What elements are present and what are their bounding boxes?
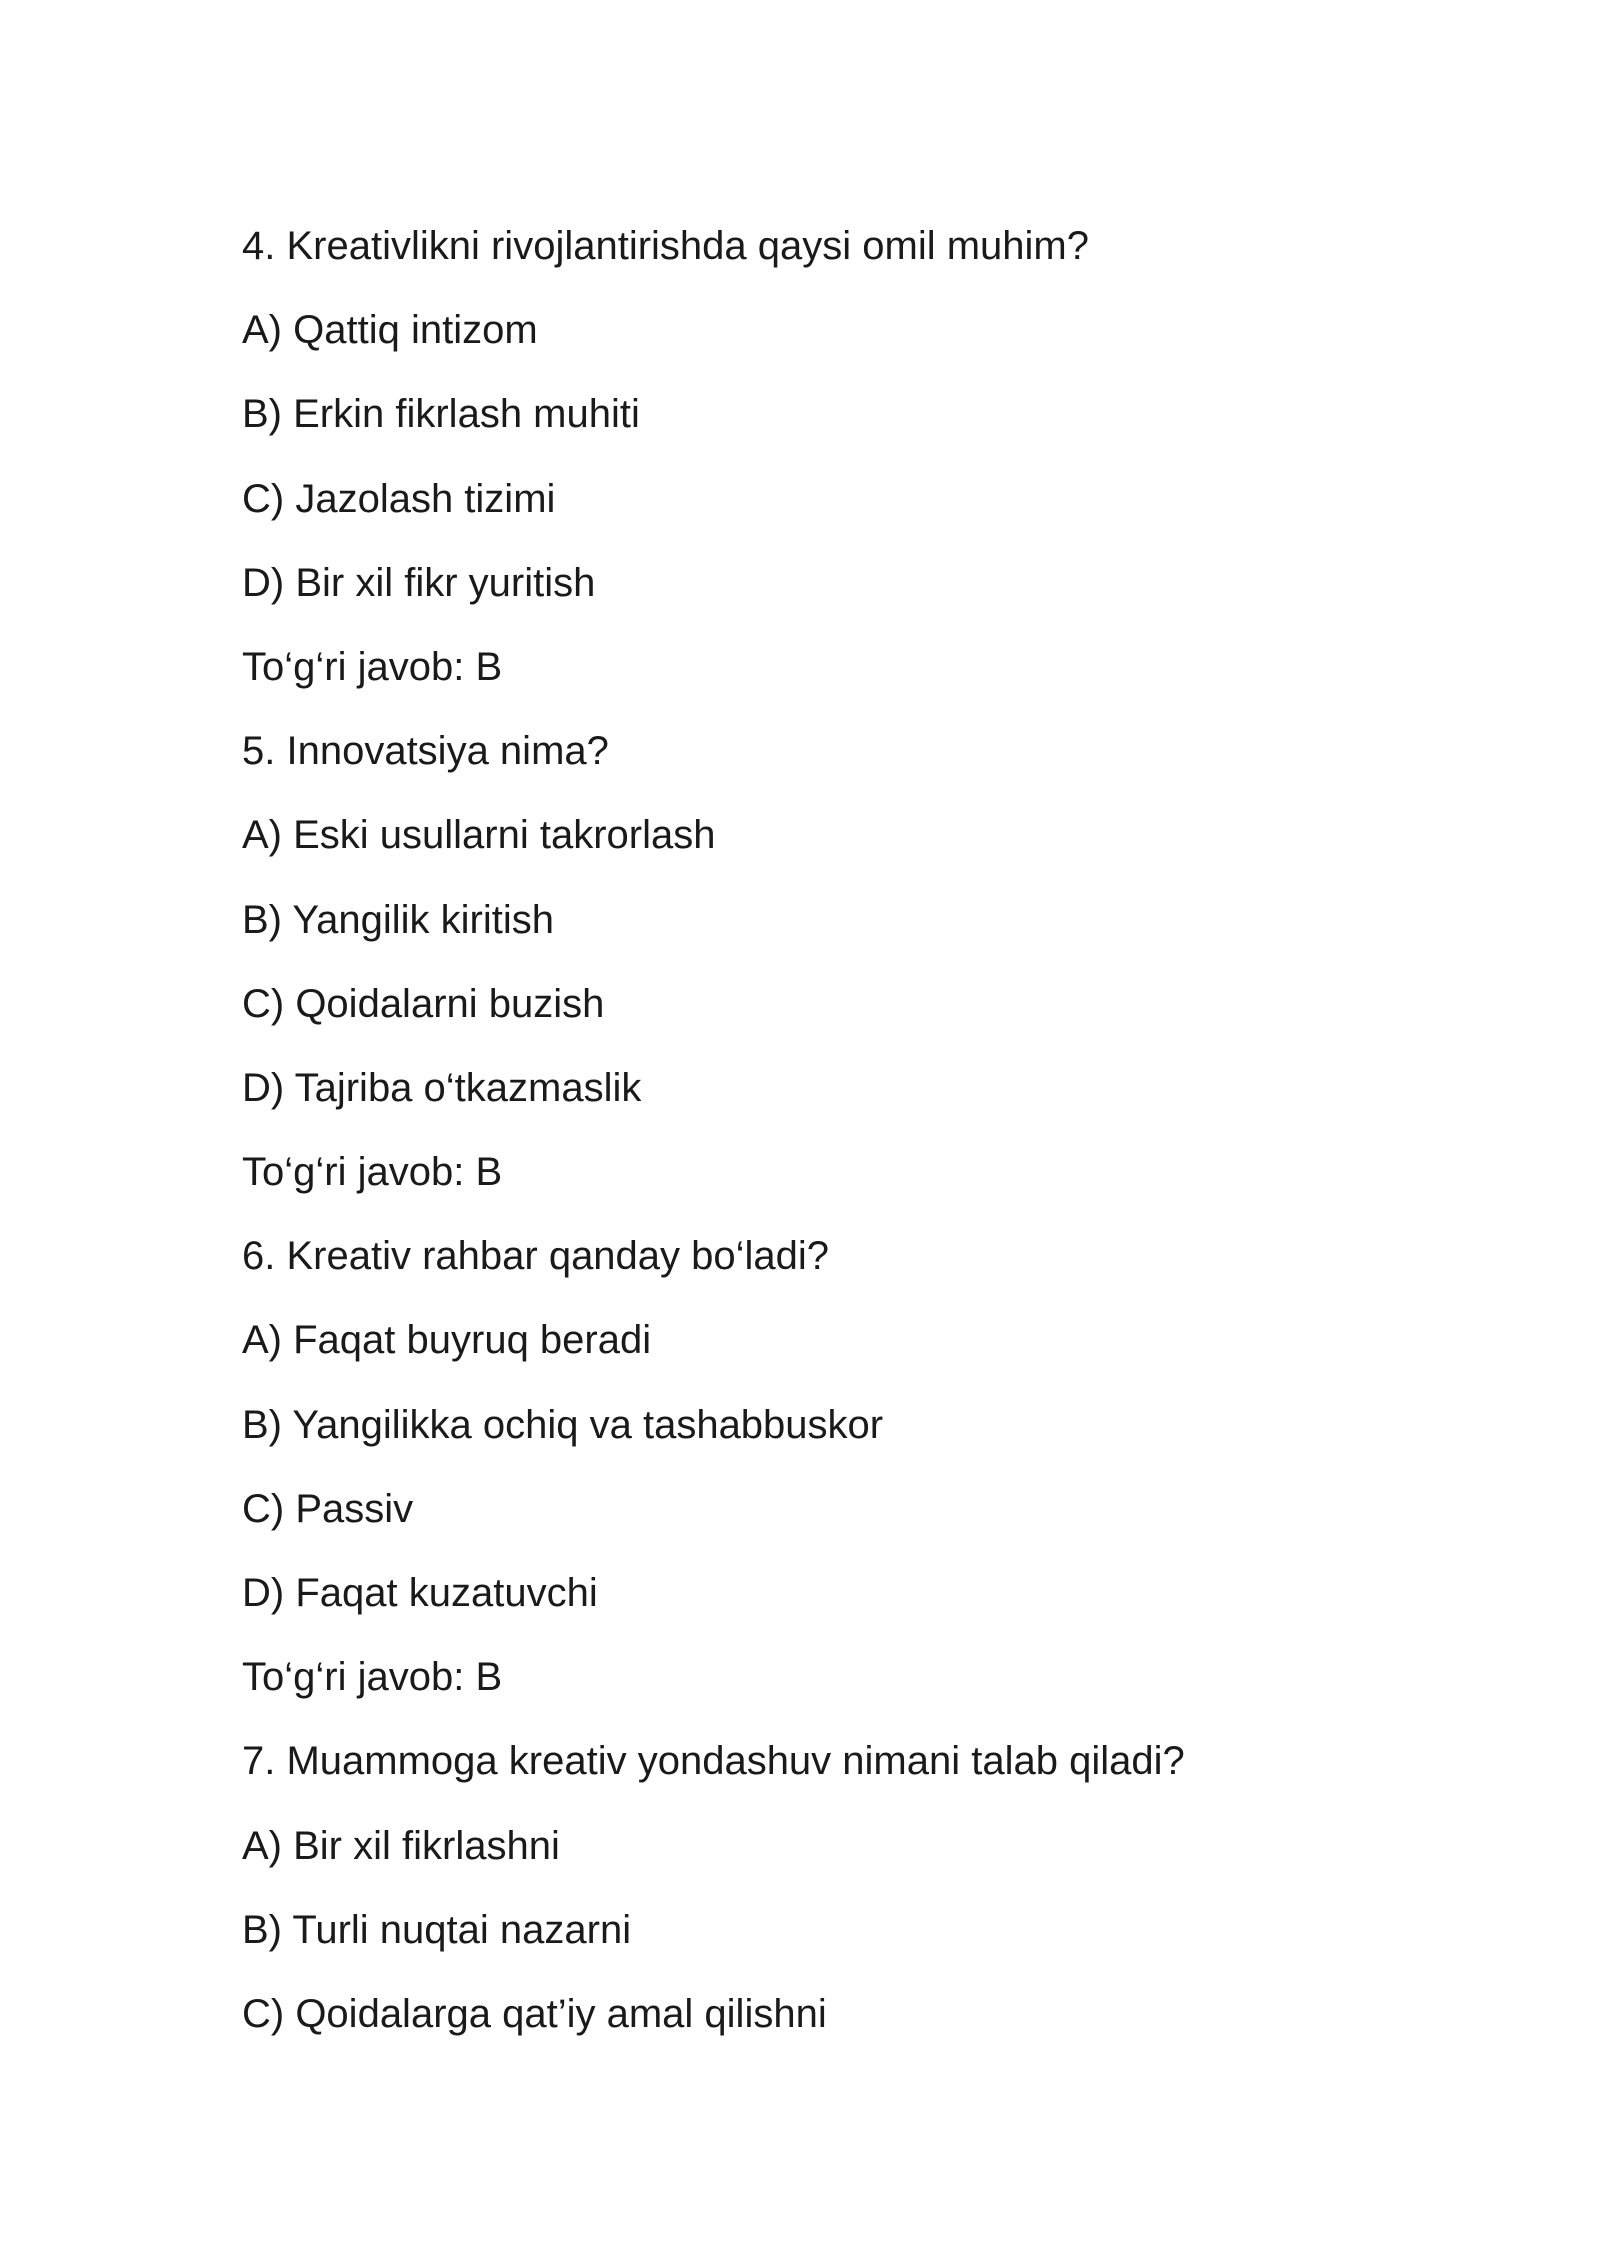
- question-7-option-b: B) Turli nuqtai nazarni: [242, 1907, 632, 1952]
- question-6-option-b: B) Yangilikka ochiq va tashabbuskor: [242, 1402, 884, 1447]
- question-4-option-b: B) Erkin fikrlash muhiti: [242, 392, 640, 437]
- question-7-option-a: A) Bir xil fikrlashni: [242, 1823, 560, 1868]
- question-6-answer: To‘g‘ri javob: B: [242, 1655, 503, 1700]
- question-4-answer: To‘g‘ri javob: B: [242, 644, 503, 689]
- question-6-option-a: A) Faqat buyruq beradi: [242, 1318, 652, 1363]
- question-5-option-b: B) Yangilik kiritish: [242, 897, 554, 942]
- question-5-option-d: D) Tajriba o‘tkazmaslik: [242, 1065, 642, 1110]
- question-5-answer: To‘g‘ri javob: B: [242, 1150, 503, 1195]
- question-5-option-a: A) Eski usullarni takrorlash: [242, 813, 716, 858]
- question-7-option-c: C) Qoidalarga qat’iy amal qilishni: [242, 1991, 827, 2036]
- question-4-option-a: A) Qattiq intizom: [242, 308, 538, 353]
- question-6-option-d: D) Faqat kuzatuvchi: [242, 1571, 598, 1615]
- question-5: 5. Innovatsiya nima?: [242, 729, 609, 774]
- question-6-option-c: C) Passiv: [242, 1486, 414, 1531]
- document-body: [242, 222, 1542, 2074]
- question-4-option-c: C) Jazolash tizimi: [242, 476, 556, 521]
- question-7: 7. Muammoga kreativ yondashuv nimani talab qiladi?: [242, 1739, 1185, 1784]
- question-5-option-c: C) Qoidalarni buzish: [242, 981, 605, 1026]
- question-6: 6. Kreativ rahbar qanday bo‘ladi?: [242, 1234, 830, 1279]
- question-4-option-d: D) Bir xil fikr yuritish: [242, 560, 596, 605]
- question-4: 4. Kreativlikni rivojlantirishda qaysi omil muhim?: [242, 224, 1089, 268]
